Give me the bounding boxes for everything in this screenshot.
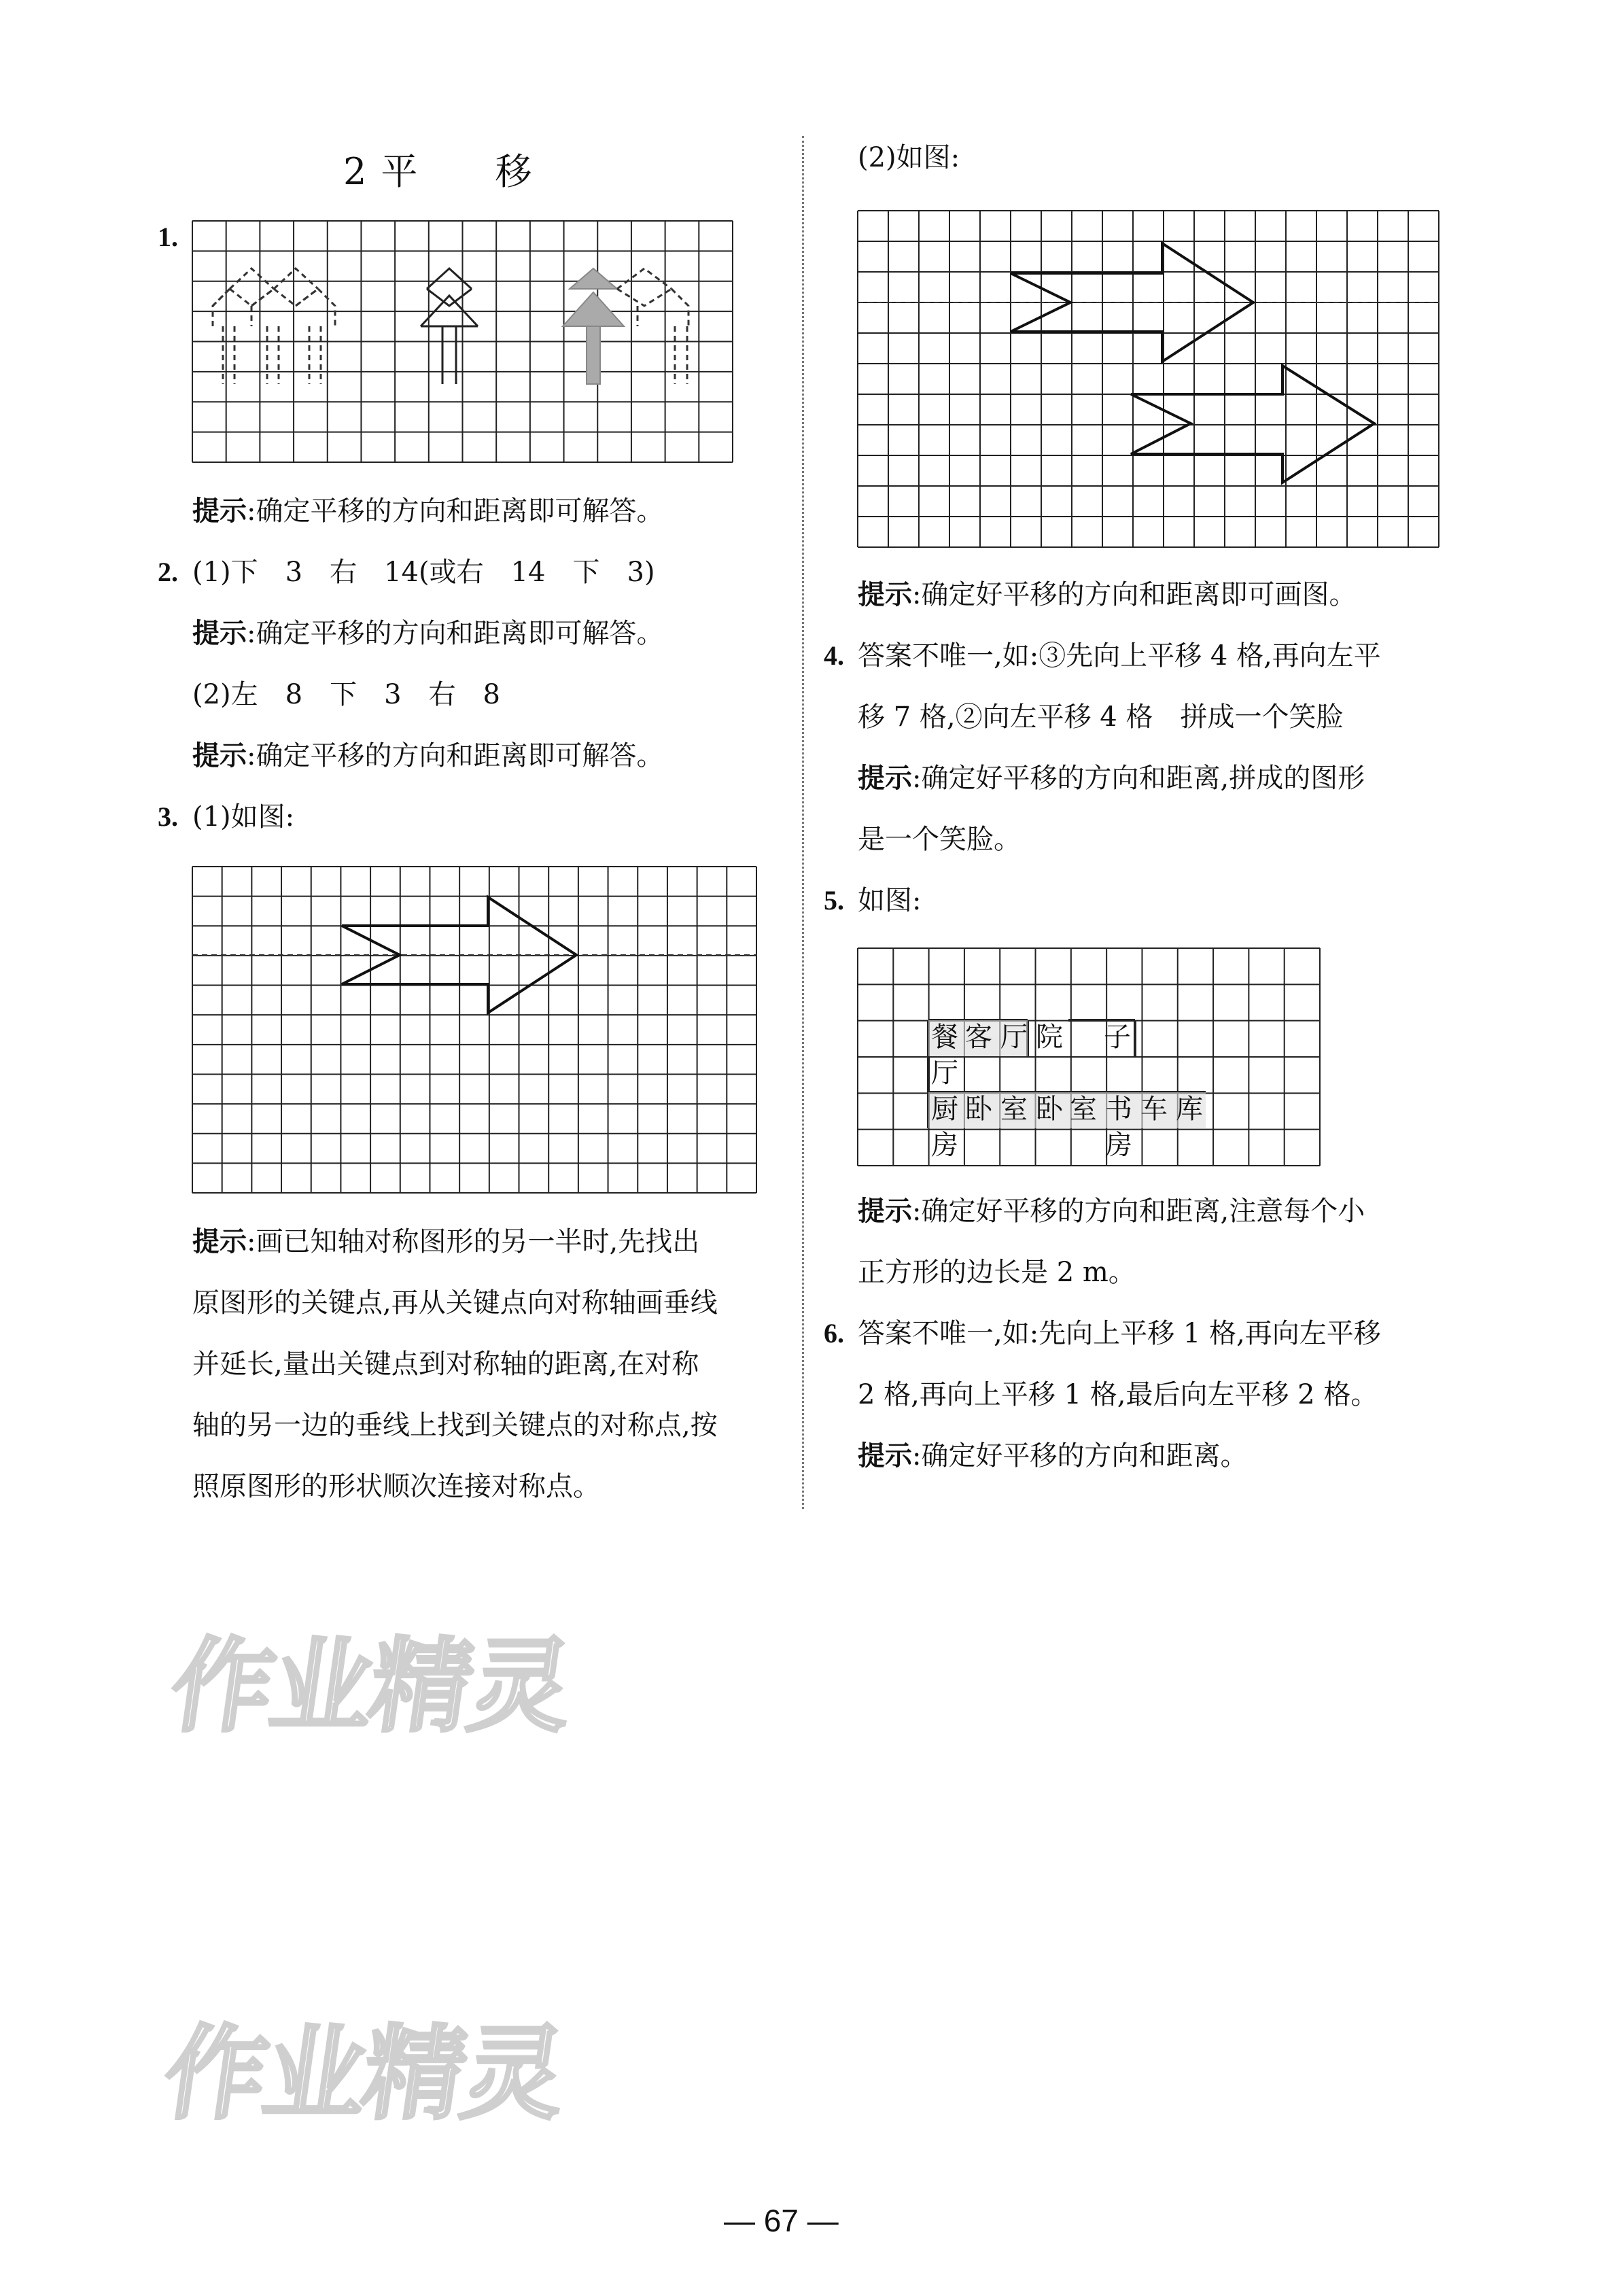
q3-part2-hint-label: 提示: [858, 578, 912, 610]
q5-hint-line-1: :确定好平移的方向和距离,注意每个小: [912, 1196, 1365, 1227]
q2-part2: (2)左 8 下 3 右 8: [192, 679, 501, 710]
q1-number: 1.: [158, 222, 178, 252]
q4-line-2: 移 7 格,②向左平移 4 格 拼成一个笑脸: [858, 701, 1344, 733]
q4-hint-line-2: 是一个笑脸。: [858, 824, 1021, 855]
room-char: 室: [1000, 1094, 1028, 1125]
q5-hint: [858, 1193, 1365, 1230]
room-char: 厅: [1000, 1022, 1028, 1053]
q4-hint-label: 提示: [858, 762, 912, 794]
room-char: 房: [1105, 1130, 1132, 1161]
q2-hint1: [192, 615, 663, 652]
room-char: 厅: [931, 1058, 958, 1089]
room-char: 厨: [931, 1094, 958, 1125]
q5-text: 如图:: [858, 885, 922, 916]
q3-part2: (2)如图:: [858, 142, 960, 173]
q3-hint-line-1: :画已知轴对称图形的另一半时,先找出: [247, 1226, 700, 1257]
q6-hint: [858, 1438, 1247, 1474]
q5-floor-plan: [858, 948, 1320, 1166]
q4-hint-line-1: :确定好平移的方向和距离,拼成的图形: [912, 763, 1365, 794]
q3-part2-hint-text: :确定好平移的方向和距离即可画图。: [912, 579, 1357, 610]
q2-hint2-text: :确定平移的方向和距离即可解答。: [247, 740, 664, 771]
q3-part2-grid-figure: [858, 211, 1439, 547]
q3-hint-line-3: 并延长,量出关键点到对称轴的距离,在对称: [192, 1349, 699, 1380]
q2-hint1-label: 提示: [192, 617, 247, 649]
q3-part1: (1)如图:: [192, 801, 295, 833]
room-char: 餐: [931, 1022, 958, 1053]
room-char: 室: [1070, 1094, 1097, 1125]
q1-hint: [192, 493, 663, 529]
watermark-logo: 作业精灵: [163, 1628, 578, 1746]
q6-line-1: 答案不唯一,如:先向上平移 1 格,再向左平移: [858, 1318, 1381, 1349]
q3-number: 3.: [158, 801, 178, 832]
q6-hint-text: :确定好平移的方向和距离。: [912, 1440, 1248, 1472]
q6-line-2: 2 格,再向上平移 1 格,最后向左平移 2 格。: [858, 1379, 1378, 1410]
q5-hint-line-2: 正方形的边长是 2 m。: [858, 1257, 1136, 1288]
room-char: 车: [1140, 1094, 1168, 1125]
q5-number: 5.: [824, 885, 844, 916]
q5-hint-label: 提示: [858, 1195, 912, 1227]
q2-part1: (1)下 3 右 14(或右 14 下 3): [192, 557, 655, 588]
q6-hint-label: 提示: [858, 1440, 912, 1472]
section-title: 2 平 移: [343, 150, 534, 193]
room-char: 书: [1105, 1094, 1132, 1125]
page-number: — 67 —: [724, 2203, 839, 2238]
q3-hint-label: 提示: [192, 1225, 247, 1257]
q3-hint-line-4: 轴的另一边的垂线上找到关键点的对称点,按: [192, 1410, 718, 1441]
q1-hint-label: 提示: [192, 495, 247, 527]
q3-part2-hint: [858, 576, 1356, 613]
q4-line-1: 答案不唯一,如:③先向上平移 4 格,再向左平: [858, 640, 1381, 672]
q4-number: 4.: [824, 640, 844, 671]
room-char: 院: [1036, 1022, 1063, 1053]
room-char: 卧: [965, 1094, 992, 1125]
q2-hint2-label: 提示: [192, 740, 247, 771]
room-char: 房: [931, 1130, 958, 1161]
q2-number: 2.: [158, 557, 178, 587]
q2-hint2: [192, 737, 663, 774]
room-char: 卧: [1036, 1094, 1063, 1125]
room-char: 子: [1104, 1022, 1131, 1053]
q4-hint: [858, 760, 1365, 797]
q3-grid-figure: [192, 867, 756, 1193]
q3-hint: [192, 1223, 699, 1260]
room-char: 客: [965, 1022, 992, 1053]
q1-grid-figure: [192, 221, 733, 462]
q2-hint1-text: :确定平移的方向和距离即可解答。: [247, 618, 664, 649]
q6-number: 6.: [824, 1318, 844, 1349]
watermark-logo: 作业精灵: [156, 2015, 571, 2134]
q3-hint-line-2: 原图形的关键点,再从关键点向对称轴画垂线: [192, 1287, 718, 1319]
q1-hint-text: :确定平移的方向和距离即可解答。: [247, 495, 664, 527]
q3-hint-line-5: 照原图形的形状顺次连接对称点。: [192, 1471, 600, 1502]
column-divider: [802, 136, 804, 1509]
room-char: 库: [1176, 1094, 1203, 1125]
